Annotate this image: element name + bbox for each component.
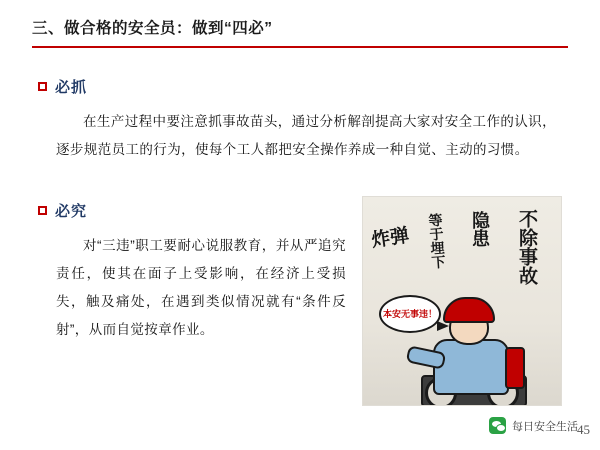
fire-extinguisher-icon: [505, 347, 525, 389]
page-title-text: 三、做合格的安全员：做到“四必”: [32, 20, 273, 37]
section-heading-1: [38, 76, 87, 97]
section-heading-2: [38, 200, 87, 221]
footer-brand: [489, 417, 578, 434]
cartoon-caption-4: 不除事故: [516, 209, 537, 285]
section-paragraph-2: 对“三违”职工要耐心说服教育，并从严追究责任，使其在面子上受影响，在经济上受损失，触及痛处，在遇到类似情况就有“条件反射”，从而自觉按章作业。: [56, 238, 346, 337]
section-heading-2-label: 必究: [55, 203, 88, 220]
safety-cartoon-image: [362, 196, 562, 406]
section-heading-1-label: 必抓: [55, 79, 88, 96]
speech-bubble-text: 本安无事违！: [382, 308, 437, 319]
page-number: 45: [577, 422, 590, 437]
square-bullet-icon: [38, 82, 47, 91]
title-divider: [32, 46, 568, 48]
cartoon-caption-1: 炸弹: [370, 225, 411, 252]
cartoon-caption-3: 隐患: [470, 211, 490, 247]
footer-brand-text: 每日安全生活: [512, 420, 578, 433]
worker-body: [433, 339, 509, 395]
speech-bubble: [379, 295, 441, 333]
cartoon-caption-2: 等于埋下: [426, 212, 445, 270]
square-bullet-icon: [38, 206, 47, 215]
section-paragraph-1: 在生产过程中要注意抓事故苗头，通过分析解剖提高大家对安全工作的认识，逐步规范员工的行为，使每个工人都把安全操作养成一种自觉、主动的习惯。: [56, 114, 556, 157]
page-title: [32, 18, 568, 40]
wechat-icon: [489, 417, 506, 434]
